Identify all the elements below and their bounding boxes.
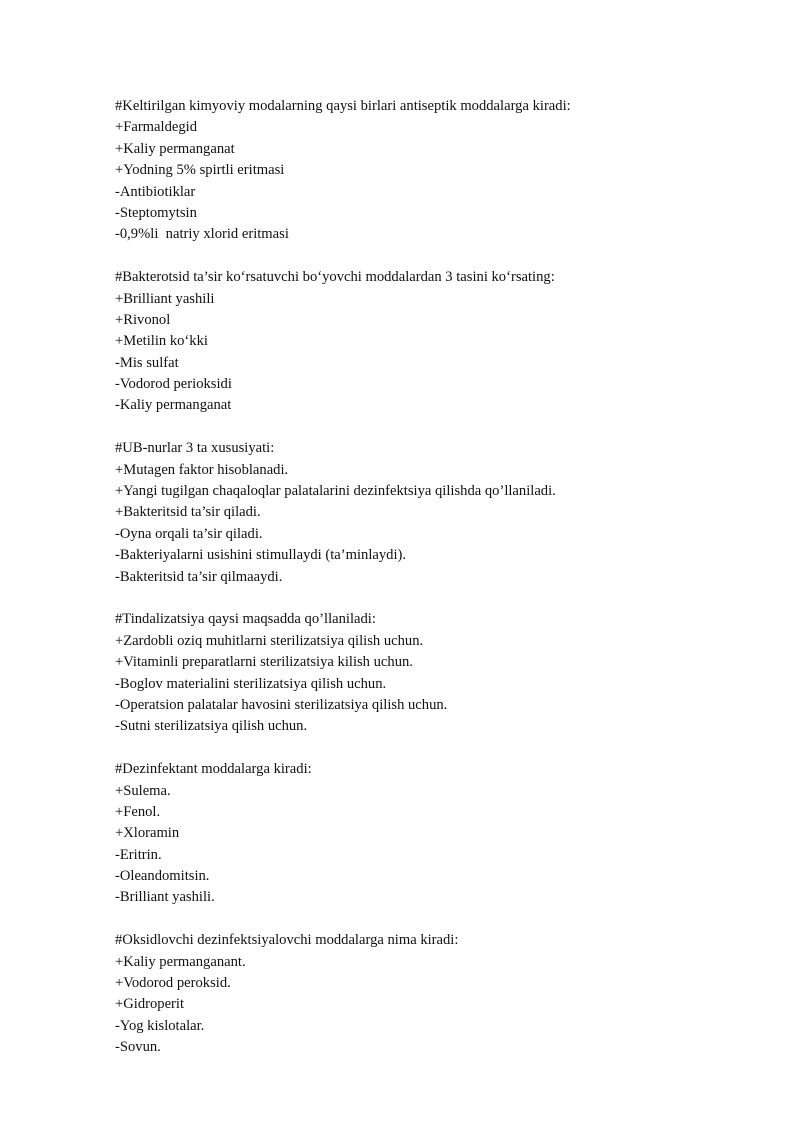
- answer-option: +Sulema.: [115, 782, 171, 799]
- answer-option: +Farmaldegid: [115, 119, 197, 136]
- question-text: #Dezinfektant moddalarga kiradi:: [115, 761, 312, 778]
- question-text: #Oksidlovchi dezinfektsiyalovchi moddalarga nima kiradi:: [115, 932, 459, 949]
- question-block: [115, 438, 755, 588]
- question-text: #Tindalizatsiya qaysi maqsadda qo’llaniladi:: [115, 611, 376, 628]
- answer-option: -Yog kislotalar.: [115, 1017, 205, 1034]
- question-text: #Bakterotsid ta’sir ko‘rsatuvchi bo‘yovchi moddalardan 3 tasini ko‘rsating:: [115, 269, 555, 286]
- answer-option: +Yangi tugilgan chaqaloqlar palatalarini dezinfektsiya qilishda qo’llaniladi.: [115, 483, 556, 500]
- answer-option: -Steptomytsin: [115, 204, 197, 221]
- answer-option: +Vodorod peroksid.: [115, 975, 231, 992]
- question-block: [115, 759, 755, 909]
- question-text: #Keltirilgan kimyoviy modalarning qaysi birlari antiseptik moddalarga kiradi:: [115, 98, 571, 114]
- answer-option: +Kaliy permanganant.: [115, 953, 246, 970]
- answer-option: -Operatsion palatalar havosini sterilizatsiya qilish uchun.: [115, 696, 448, 713]
- answer-option: +Fenol.: [115, 803, 161, 820]
- answer-option: -Sovun.: [115, 1039, 161, 1056]
- answer-option: -Antibiotiklar: [115, 183, 196, 200]
- question-block: [115, 609, 755, 737]
- answer-option: -0,9%li natriy xlorid eritmasi: [115, 226, 289, 243]
- answer-option: -Oleandomitsin.: [115, 868, 210, 885]
- answer-option: -Sutni sterilizatsiya qilish uchun.: [115, 718, 308, 735]
- answer-option: +Gidroperit: [115, 996, 185, 1013]
- answer-option: +Zardobli oziq muhitlarni sterilizatsiya qilish uchun.: [115, 632, 424, 649]
- answer-option: -Brilliant yashili.: [115, 889, 215, 906]
- answer-option: +Kaliy permanganat: [115, 140, 235, 157]
- question-block: [115, 930, 755, 1058]
- answer-option: -Eritrin.: [115, 846, 162, 863]
- answer-option: +Rivonol: [115, 311, 171, 328]
- question-list: [115, 96, 755, 1080]
- answer-option: +Mutagen faktor hisoblanadi.: [115, 461, 289, 478]
- question-block: [115, 96, 755, 246]
- answer-option: -Boglov materialini sterilizatsiya qilish uchun.: [115, 675, 387, 692]
- question-block: [115, 267, 755, 417]
- answer-option: -Vodorod perioksidi: [115, 376, 232, 393]
- answer-option: +Bakteritsid ta’sir qiladi.: [115, 504, 261, 521]
- answer-option: +Yodning 5% spirtli eritmasi: [115, 162, 285, 179]
- answer-option: +Vitaminli preparatlarni sterilizatsiya kilish uchun.: [115, 654, 413, 671]
- answer-option: +Xloramin: [115, 825, 180, 842]
- answer-option: -Bakteritsid ta’sir qilmaaydi.: [115, 568, 283, 585]
- answer-option: -Mis sulfat: [115, 354, 179, 371]
- answer-option: +Brilliant yashili: [115, 290, 215, 307]
- question-text: #UB-nurlar 3 ta xususiyati:: [115, 440, 275, 457]
- answer-option: -Bakteriyalarni usishini stimullaydi (ta’minlaydi).: [115, 547, 407, 564]
- answer-option: +Metilin ko‘kki: [115, 333, 208, 350]
- answer-option: -Oyna orqali ta’sir qiladi.: [115, 525, 263, 542]
- answer-option: -Kaliy permanganat: [115, 397, 232, 414]
